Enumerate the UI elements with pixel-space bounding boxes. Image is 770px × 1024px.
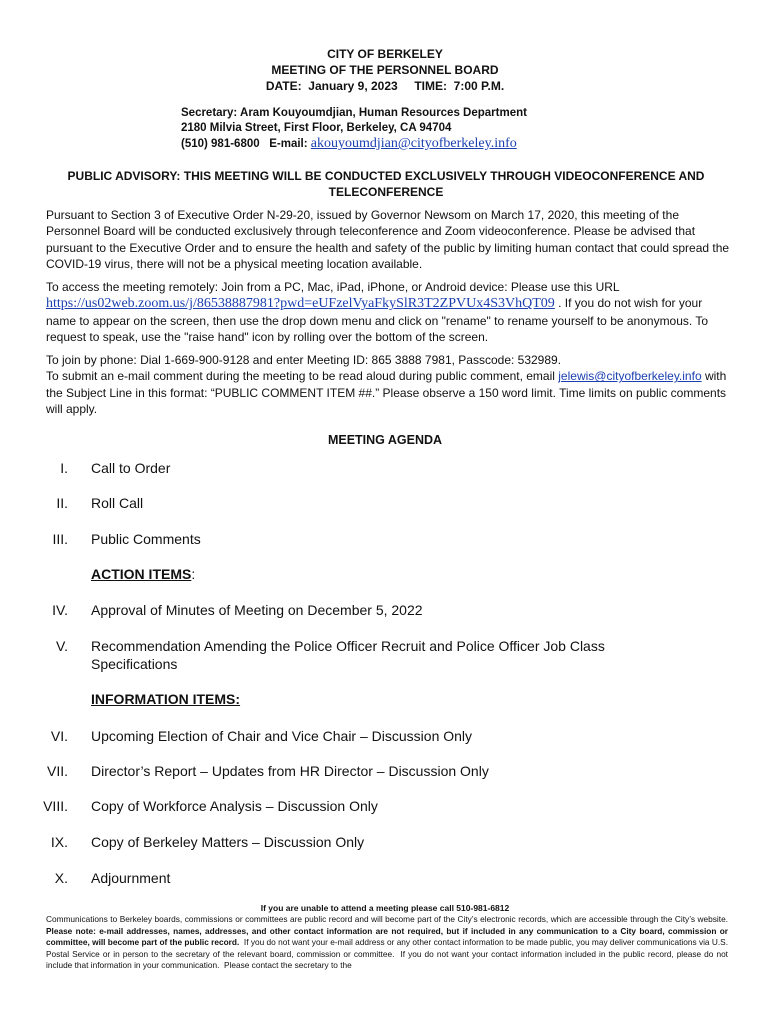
comment-email-link[interactable]: jelewis@cityofberkeley.info [558, 369, 702, 384]
agenda-item-number: VI. [50, 728, 68, 744]
agenda-item-text: Copy of Berkeley Matters – Discussion Only [91, 834, 365, 850]
information-items-label: INFORMATION ITEMS: [91, 691, 241, 707]
agenda-item-number: VII. [46, 763, 68, 779]
remote-access-paragraph [46, 279, 730, 345]
agenda-title: MEETING AGENDA [327, 433, 443, 447]
agenda-item-text: Upcoming Election of Chair and Vice Chair – Discussion Only [91, 728, 473, 744]
secretary-phone: (510) 981-6800 E-mail: [181, 138, 311, 150]
action-items-heading [91, 566, 195, 582]
information-items-heading [91, 691, 240, 707]
action-items-colon: : [191, 566, 196, 582]
agenda-item-text: Adjournment [91, 870, 171, 886]
footer-text-part-1: Communications to Berkeley boards, commissions or committees are public record and will become part of the City’s electronic records, which are accessible through the City’s website. [46, 914, 733, 924]
email-comment-instructions [46, 368, 730, 417]
agenda-item-number: IX. [50, 834, 68, 850]
secretary-contact [181, 136, 517, 152]
email-comment-intro: To submit an e-mail comment during the meeting to be read aloud during public comment, email [46, 369, 559, 384]
agenda-item-text: Director’s Report – Updates from HR Director – Discussion Only [91, 763, 489, 779]
remote-access-intro: To access the meeting remotely: Join from a PC, Mac, iPad, iPhone, or Android device: Please use this URL [46, 280, 620, 294]
public-advisory-title: PUBLIC ADVISORY: THIS MEETING WILL BE CONDUCTED EXCLUSIVELY THROUGH VIDEOCONFERENCE AND TELECONFERENCE [67, 169, 705, 199]
secretary-line: Secretary: Aram Kouyoumdjian, Human Resources Department [181, 107, 527, 119]
secretary-address: 2180 Milvia Street, First Floor, Berkeley, CA 94704 [181, 122, 452, 134]
header-date-time: DATE: January 9, 2023 TIME: 7:00 P.M. [265, 79, 505, 93]
agenda-item-text: Roll Call [91, 495, 144, 511]
agenda-item-number: III. [52, 531, 68, 547]
footer-text-bold: Please note: e-mail addresses, names, addresses, and other contact information are not required, but if included in any communication to a City board, commission or committee, will become part of the public record. [46, 925, 728, 948]
footer-public-record-notice [46, 914, 733, 972]
header-city: CITY OF BERKELEY [327, 47, 443, 61]
secretary-email-link[interactable]: akouyoumdjian@cityofberkeley.info [310, 136, 517, 151]
agenda-item-text: Public Comments [91, 531, 201, 547]
agenda-item-number: IV. [52, 602, 68, 618]
zoom-url-link[interactable]: https://us02web.zoom.us/j/86538887981?pwd=eUFzelVyaFkySlR3T2ZPVUx4S3VhQT09 [46, 296, 555, 312]
agenda-item-text: Recommendation Amending the Police Officer Recruit and Police Officer Job Class Specifications [91, 638, 605, 672]
email-comment-rules: with the Subject Line in this format: “PUBLIC COMMENT ITEM ##.” Please observe a 150 word limit. Time limits on public comments will apply. [46, 369, 727, 416]
agenda-item-number: II. [56, 495, 68, 511]
agenda-item-text: Approval of Minutes of Meeting on December 5, 2022 [91, 602, 423, 618]
remote-access-instructions: . If you do not wish for your name to appear on the screen, then use the drop down menu and click on "rename" to rename yourself to be anonymous. To request to speak, use the "raise hand" icon by rolling over the bottom of the screen. [46, 296, 709, 344]
agenda-item-number: V. [56, 638, 68, 654]
agenda-item-text: Call to Order [91, 460, 171, 476]
footer-text-part-2: If you do not want your e-mail address or any other contact information to be made public, you may deliver communications via U.S. Postal Service or in person to the secretary of the relevant board, commission or committee. If you do not want your contact information included in the public record, please do not include that information in your communication. Please contact the secretary to the [46, 937, 731, 971]
action-items-label: ACTION ITEMS [91, 566, 192, 582]
phone-dial-in: To join by phone: Dial 1-669-900-9128 and enter Meeting ID: 865 3888 7981, Passcode: 532989. [46, 353, 562, 367]
agenda-item-text: Copy of Workforce Analysis – Discussion Only [91, 798, 378, 814]
phone-paragraph [46, 352, 730, 417]
agenda-item-number: VIII. [43, 798, 68, 814]
header-meeting: MEETING OF THE PERSONNEL BOARD [271, 63, 499, 77]
footer-phone-notice: If you are unable to attend a meeting please call 510-981-6812 [260, 903, 510, 913]
advisory-paragraph: Pursuant to Section 3 of Executive Order N-29-20, issued by Governor Newsom on March 17, 2020, this meeting of the Personnel Board will be conducted exclusively through teleconference and Zoom videoconference. Please be advised that pursuant to the Executive Order and to ensure the health and safety of the public by limiting human contact that could spread the COVID-19 virus, there will not be a physical meeting location available. [46, 208, 730, 271]
agenda-item-number: X. [54, 870, 68, 886]
agenda-item-number: I. [60, 460, 68, 476]
